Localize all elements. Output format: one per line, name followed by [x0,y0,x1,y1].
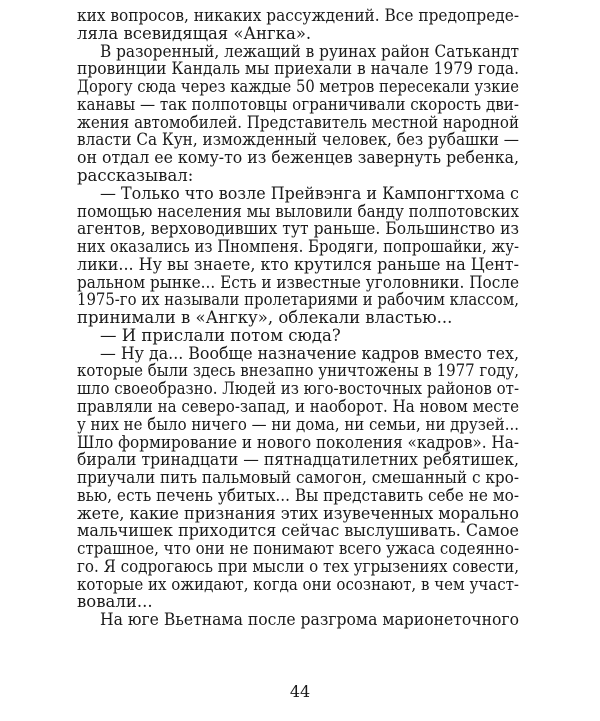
text-line: мальчишек приходится сейчас выслушивать. Самое [77,521,519,541]
text-line: го. Я содрогаюсь при мысли о тех угрызениях совести, [77,556,520,576]
text-line: них оказались из Пномпеня. Бродяги, попрошайки, жу- [77,237,519,256]
text-line: вью, есть печень убитых... Вы представить себе не мо- [77,485,519,505]
text-line: провинции Кандаль мы приехали в начале 1979 года. [77,59,519,79]
text-line: ких вопросов, никаких рассуждений. Все предопреде- [77,6,520,25]
text-line: — Ну да... Вообще назначение кадров вместо тех, [100,343,519,363]
text-line: На юге Вьетнама после разгрома марионеточного [100,610,520,630]
text-line: он отдал ее кому-то из беженцев завернуть ребенка, [77,148,520,168]
text-line: — И прислали потом сюда? [100,325,341,345]
text-line: агентов, верховодивших тут раньше. Большинство из [77,219,520,239]
text-line: бирали тринадцати — пятнадцатилетних ребятишек, [77,450,519,470]
text-line: страшное, что они не понимают всего ужаса содеянно- [77,539,520,559]
page-number: 44 [289,682,311,701]
text-line: Дорогу сюда через каждые 50 метров пересекали узкие [77,77,520,97]
text-line: рассказывал: [77,165,194,185]
text-line: которые их ожидают, когда они осознают, в чем участ- [77,574,520,594]
text-line: В разоренный, лежащий в руинах район Сатькандт [100,41,520,61]
text-line: канавы — так полпотовцы ограничивали скорость дви- [77,94,519,114]
text-line: помощью населения мы выловили банду полпотовских [77,201,520,221]
text-line: ральном рынке... Есть и известные уголовники. После [77,272,519,292]
text-line: жете, какие признания этих изувеченных морально [77,503,520,523]
text-line: приучали пить пальмовый самогон, смешанный с кро- [77,468,519,487]
text-line: которые были здесь внезапно уничтожены в 1977 году, [77,361,520,381]
text-line: у них не было ничего — ни дома, ни семьи, ни друзей... [77,414,519,434]
text-line: лики... Ну вы знаете, кто крутился раньше на Цент- [77,254,520,274]
text-line: жения автомобилей. Представитель местной народной [77,112,519,132]
text-line: — Только что возле Прейвэнга и Кампонгтхома с [100,183,519,203]
text-line: Шло формирование и нового поколения «кадров». На- [77,432,519,452]
text-line: правляли на северо-запад, и наоборот. На новом месте [77,396,519,416]
text-line: шло своеобразно. Людей из юго-восточных районов от- [77,379,520,399]
text-line: принимали в «Ангку», облекали властью... [77,308,453,328]
text-line: власти Са Кун, изможденный человек, без рубашки — [77,130,519,150]
text-line: ляла всевидящая «Ангка». [77,23,312,43]
text-line: вовали... [77,592,153,612]
text-line: 1975-го их называли пролетариями и рабочим классом, [77,290,520,310]
